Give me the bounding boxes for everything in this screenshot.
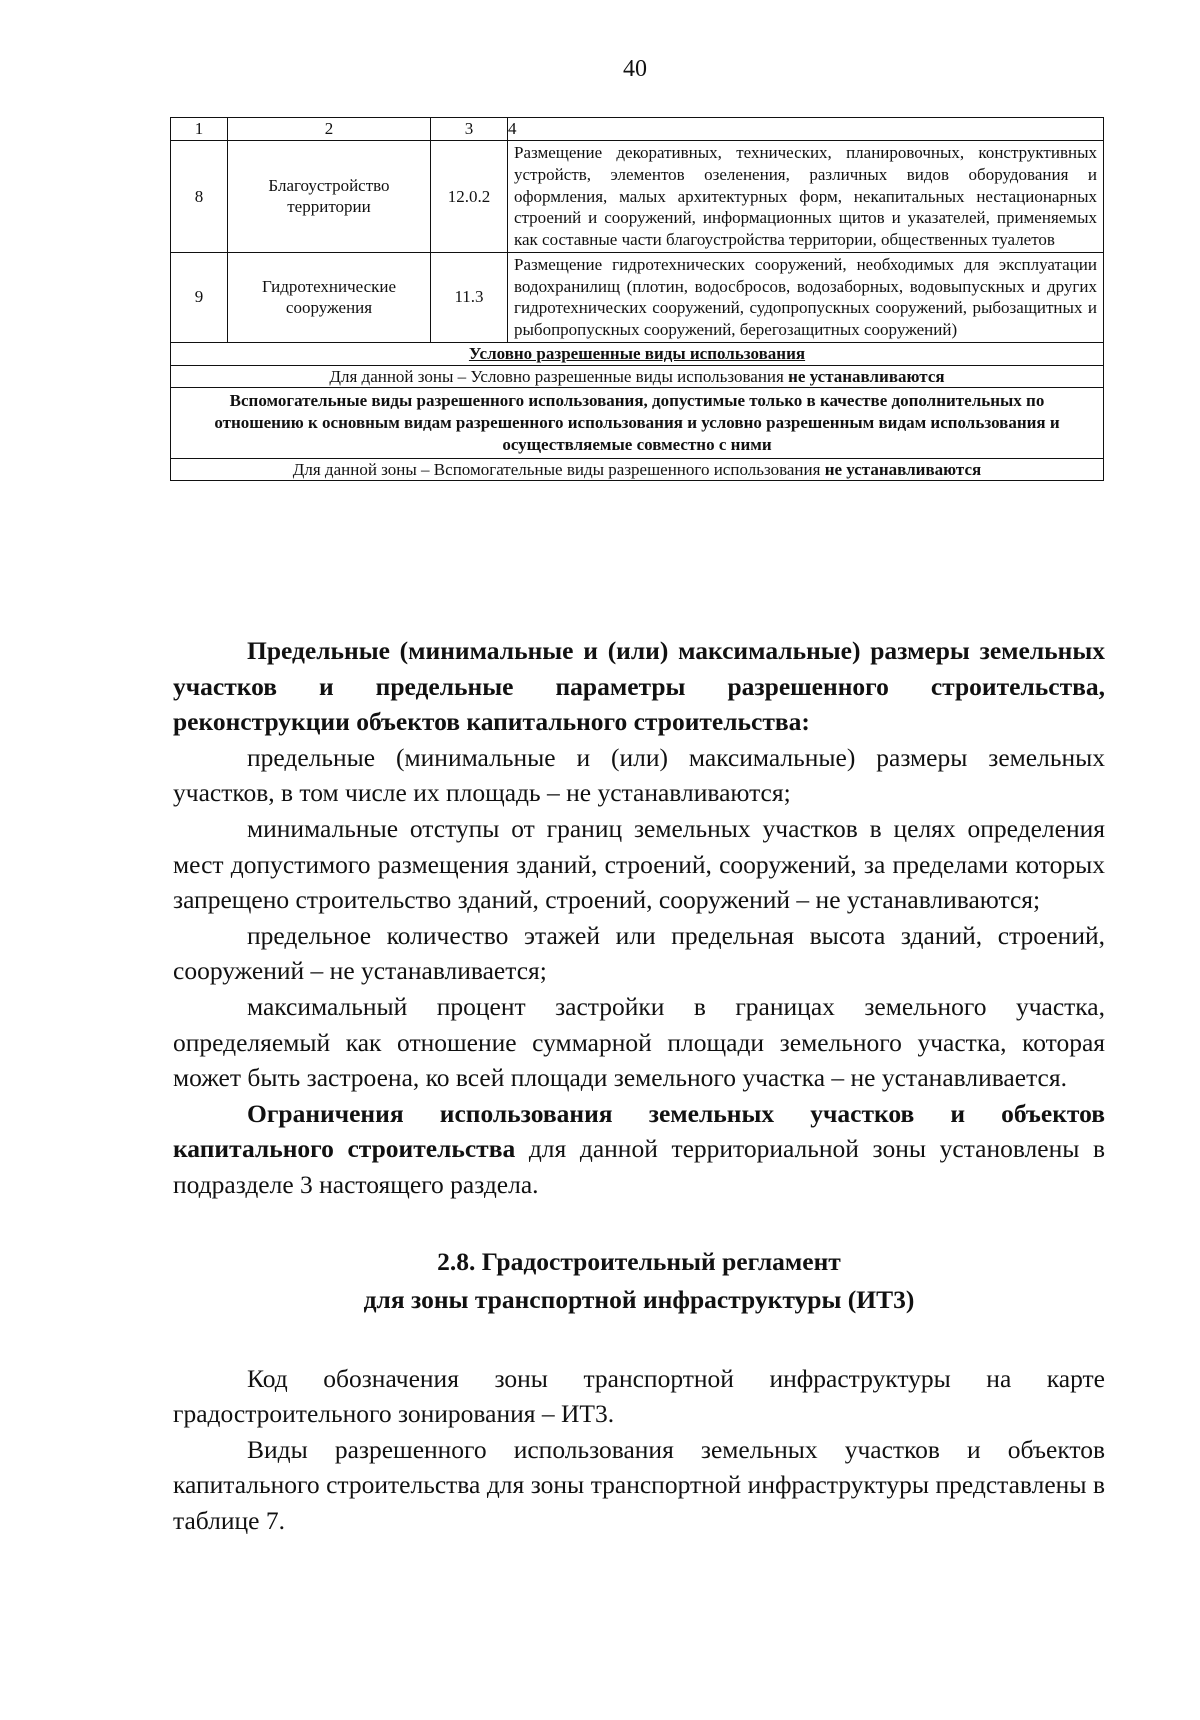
header-col-3: 3 (431, 118, 508, 141)
auxiliary-uses-heading: Вспомогательные виды разрешенного использования, допустимые только в качестве дополнительных по отношению к основным видам разрешенного использования и условно разрешенным видам использования и осуществляемые совместно с ними (171, 388, 1104, 458)
section-title-line1: 2.8. Градостроительный регламент (437, 1246, 841, 1276)
use-type-name: Благоустройство территории (228, 141, 431, 253)
auxiliary-note-row (171, 458, 1104, 481)
paragraph: Код обозначения зоны транспортной инфраструктуры на карте градостроительного зонирования – ИТ3. (173, 1363, 1105, 1429)
paragraph: Виды разрешенного использования земельных участков и объектов капитального строительства для зоны транспортной инфраструктуры представлены в таблице 7. (173, 1434, 1105, 1535)
paragraph: предельные (минимальные и (или) максимальные) размеры земельных участков, в том числе их площадь – не устанавливаются; (173, 742, 1105, 808)
use-type-code: 11.3 (431, 252, 508, 342)
auxiliary-note-text: Для данной зоны – Вспомогательные виды разрешенного использования (292, 459, 825, 479)
restrictions-bold: Ограничения использования земельных участков и объектов капитального строительства (173, 1098, 1105, 1164)
header-col-4: 4 (508, 118, 1104, 141)
spacer (173, 1319, 1105, 1361)
conditional-note-bold: не устанавливаются (788, 366, 945, 386)
use-type-code: 12.0.2 (431, 141, 508, 253)
auxiliary-note-bold: не устанавливаются (824, 459, 982, 479)
paragraph: минимальные отступы от границ земельных участков в целях определения мест допустимого размещения зданий, строений, сооружений, за пределами которых запрещено строительство зданий, строений, сооружений – не устанавливаются; (173, 813, 1105, 915)
use-type-description: Размещение гидротехнических сооружений, необходимых для эксплуатации водохранилищ (плотин, водосбросов, водозаборных, водовыпускных и других гидротехнических сооружений, судопропускных сооружений, рыбозащитных и рыбопропускных сооружений, берегозащитных сооружений) (508, 252, 1104, 342)
paragraph: предельное количество этажей или предельная высота зданий, строений, сооружений – не устанавливается; (173, 920, 1105, 986)
land-use-table (170, 117, 1104, 481)
use-type-name: Гидротехнические сооружения (228, 252, 431, 342)
body-text (173, 633, 1105, 1538)
row-number: 8 (171, 141, 228, 253)
conditional-uses-note (171, 365, 1104, 388)
conditional-uses-heading: Условно разрешенные виды использования (171, 342, 1104, 365)
row-number: 9 (171, 252, 228, 342)
table-header-row (171, 118, 1104, 141)
auxiliary-heading-row (171, 388, 1104, 458)
auxiliary-uses-note (171, 458, 1104, 481)
header-col-2: 2 (228, 118, 431, 141)
restrictions-paragraph (173, 1096, 1105, 1203)
table-row (171, 252, 1104, 342)
table-row (171, 141, 1104, 253)
section-title-line2: для зоны транспортной инфраструктуры (ИТ3) (363, 1284, 915, 1314)
paragraph: максимальный процент застройки в границах земельного участка, определяемый как отношение суммарной площади земельного участка, которая может быть застроена, ко всей площади земельного участка – не устанавливается. (173, 991, 1105, 1093)
header-col-1: 1 (171, 118, 228, 141)
section-title (173, 1243, 1105, 1319)
conditional-note-text: Для данной зоны – Условно разрешенные виды использования (329, 366, 789, 386)
page-number: 40 (623, 56, 647, 82)
limits-heading: Предельные (минимальные и (или) максимальные) размеры земельных участков и предельные параметры разрешенного строительства, реконструкции объектов капитального строительства: (173, 636, 1105, 737)
conditional-note-row (171, 365, 1104, 388)
conditional-heading-row (171, 342, 1104, 365)
use-type-description: Размещение декоративных, технических, планировочных, конструктивных устройств, элементов озеленения, различных видов оборудования и оформления, малых архитектурных форм, некапитальных нестационарных строений и сооружений, информационных щитов и указателей, применяемых как составные части благоустройства территории, общественных туалетов (508, 141, 1104, 253)
restrictions-rest: для данной территориальной зоны установлены в подразделе 3 настоящего раздела. (173, 1134, 1106, 1199)
